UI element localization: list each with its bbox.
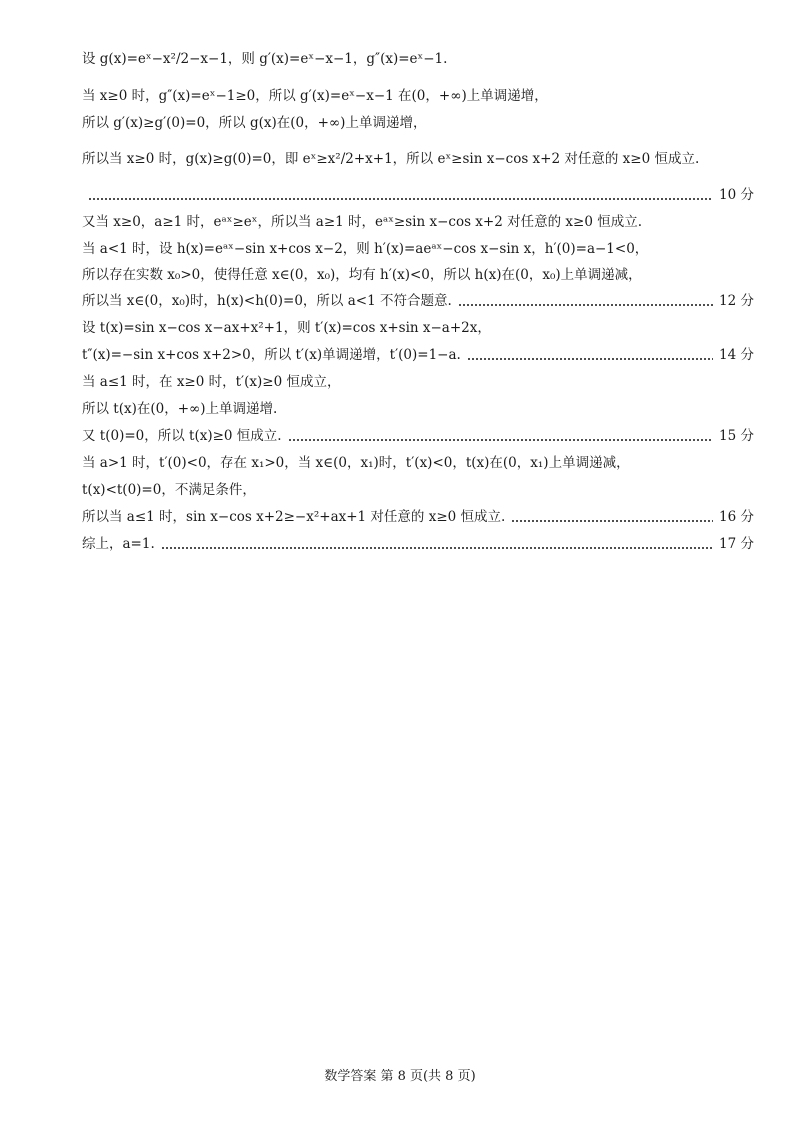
score-label: 14 分 xyxy=(719,347,754,363)
line-text: 当 a≤1 时，在 x≥0 时，t′(x)≥0 恒成立， xyxy=(82,374,341,390)
dot-leader xyxy=(88,198,713,200)
dot-leader xyxy=(467,358,713,360)
solution-line xyxy=(82,478,754,502)
line-text: 所以当 x≥0 时，g(x)≥g(0)=0，即 eˣ≥x²/2+x+1，所以 eˣ≥sin x−cos x+2 对任意的 x≥0 恒成立. xyxy=(82,151,700,167)
score-label: 12 分 xyxy=(719,293,754,309)
score-line xyxy=(82,289,754,313)
solution-line xyxy=(82,210,754,234)
line-text: 设 t(x)=sin x−cos x−ax+x²+1，则 t′(x)=cos x+sin x−a+2x， xyxy=(82,320,491,336)
score-line xyxy=(82,505,754,529)
line-text: 所以 g′(x)≥g′(0)=0，所以 g(x)在(0，+∞)上单调递增， xyxy=(82,115,427,131)
solution-line xyxy=(82,451,754,475)
line-text: 当 a>1 时，t′(0)<0，存在 x₁>0，当 x∈(0，x₁)时，t′(x)<0，t(x)在(0，x₁)上单调递减， xyxy=(82,455,630,471)
solution-line xyxy=(82,47,754,71)
line-text: 所以 t(x)在(0，+∞)上单调递增. xyxy=(82,401,278,417)
page-footer: 数学答案 第 8 页(共 8 页) xyxy=(324,1069,476,1084)
dot-leader xyxy=(511,520,713,522)
line-text: 综上，a=1. xyxy=(82,536,155,552)
score-line xyxy=(82,532,754,556)
solution-line xyxy=(82,111,754,135)
score-label: 10 分 xyxy=(719,187,754,203)
line-text: 又当 x≥0，a≥1 时，eᵃˣ≥eˣ，所以当 a≥1 时，eᵃˣ≥sin x−cos x+2 对任意的 x≥0 恒成立. xyxy=(82,214,643,230)
solution-line xyxy=(82,237,754,261)
dot-leader xyxy=(288,439,713,441)
dot-leader xyxy=(161,547,713,549)
score-line xyxy=(82,424,754,448)
line-text: 当 a<1 时，设 h(x)=eᵃˣ−sin x+cos x−2，则 h′(x)=aeᵃˣ−cos x−sin x，h′(0)=a−1<0， xyxy=(82,241,649,257)
solution-line xyxy=(82,397,754,421)
score-line xyxy=(82,343,754,367)
line-text: 所以当 x∈(0，x₀)时，h(x)<h(0)=0，所以 a<1 不符合题意. xyxy=(82,293,452,309)
solution-line xyxy=(82,370,754,394)
score-label: 17 分 xyxy=(719,536,754,552)
line-text: 设 g(x)=eˣ−x²/2−x−1，则 g′(x)=eˣ−x−1，g″(x)=eˣ−1. xyxy=(82,51,448,67)
line-text: 所以当 a≤1 时，sin x−cos x+2≥−x²+ax+1 对任意的 x≥0 恒成立. xyxy=(82,509,506,525)
score-label: 15 分 xyxy=(719,428,754,444)
score-line xyxy=(82,183,754,207)
line-text: 当 x≥0 时，g″(x)=eˣ−1≥0，所以 g′(x)=eˣ−x−1 在(0，+∞)上单调递增， xyxy=(82,88,548,104)
solution-line xyxy=(82,316,754,340)
line-text: t″(x)=−sin x+cos x+2>0，所以 t′(x)单调递增，t′(0)=1−a. xyxy=(82,347,461,363)
line-text: 所以存在实数 x₀>0，使得任意 x∈(0，x₀)，均有 h′(x)<0，所以 h(x)在(0，x₀)上单调递减， xyxy=(82,267,642,283)
dot-leader xyxy=(458,304,713,306)
solution-line xyxy=(82,84,754,108)
solution-line xyxy=(82,263,754,287)
score-label: 16 分 xyxy=(719,509,754,525)
line-text: t(x)<t(0)=0，不满足条件， xyxy=(82,482,256,498)
solution-line xyxy=(82,147,754,171)
line-text: 又 t(0)=0，所以 t(x)≥0 恒成立. xyxy=(82,428,282,444)
